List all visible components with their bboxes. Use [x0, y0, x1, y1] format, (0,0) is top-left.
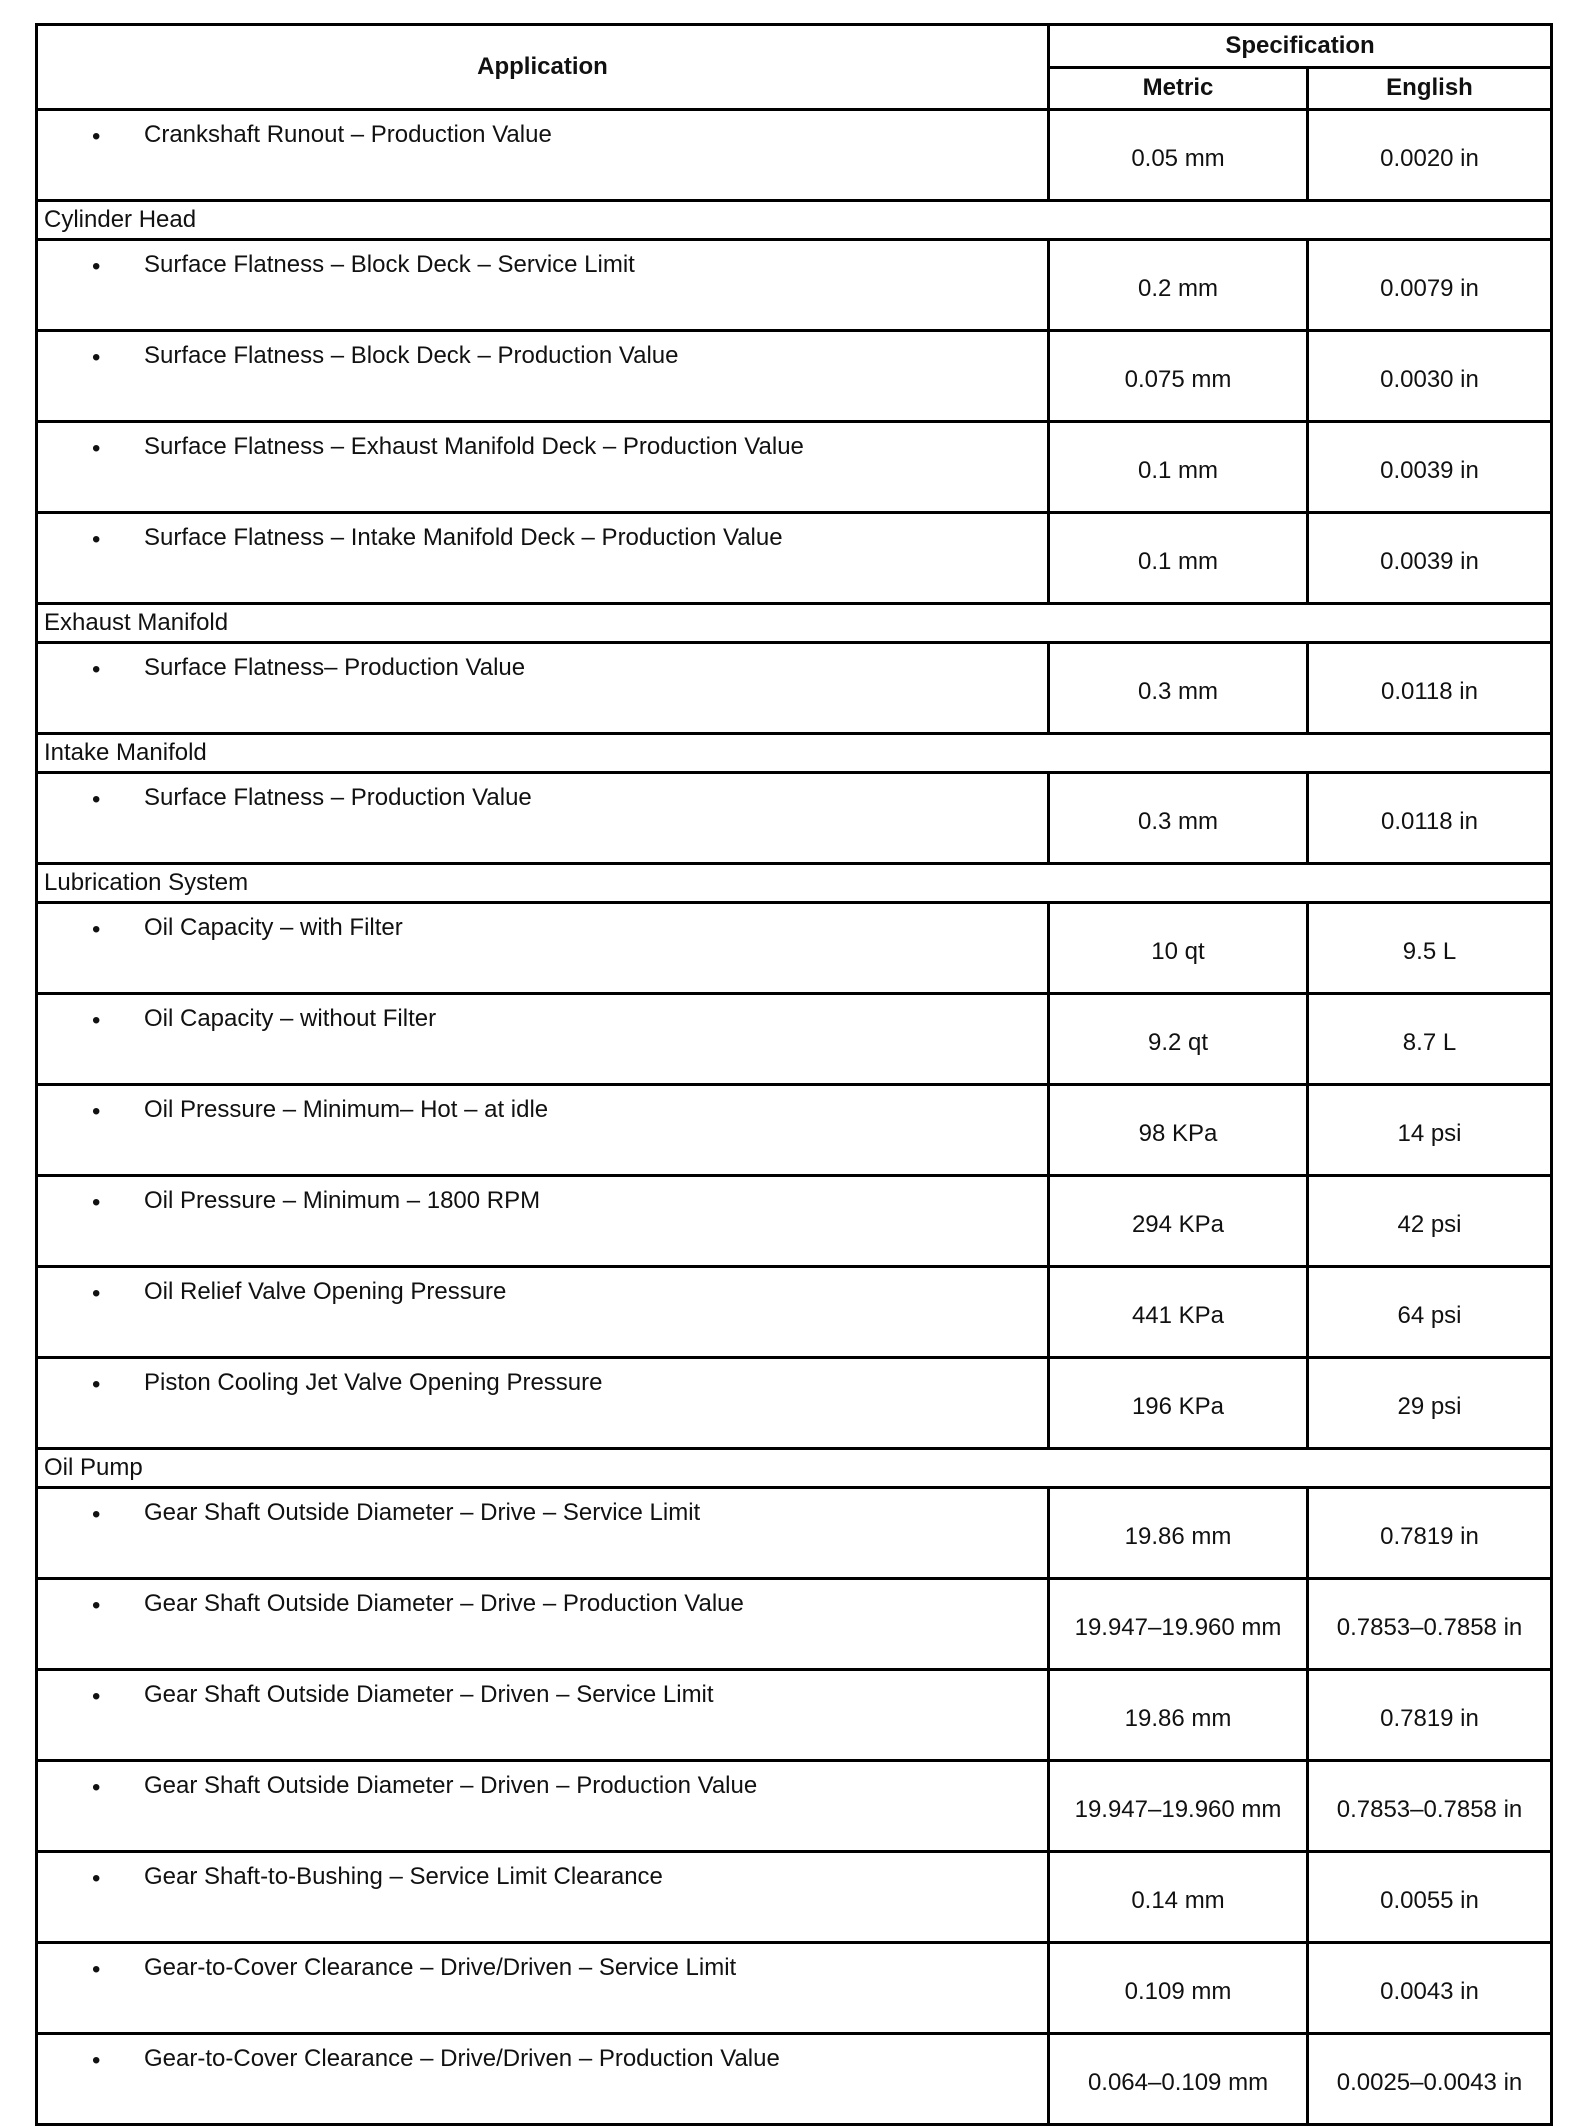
metric-value: 0.064–0.109 mm: [1049, 2034, 1308, 2125]
metric-value: 19.86 mm: [1049, 1488, 1308, 1579]
application-cell: [37, 773, 1049, 864]
application-text: Gear Shaft Outside Diameter – Drive – Production Value: [144, 1590, 744, 1617]
table-row: [37, 331, 1552, 422]
metric-value: 0.05 mm: [1049, 110, 1308, 201]
english-value: 0.0079 in: [1308, 240, 1552, 331]
metric-value: 0.3 mm: [1049, 643, 1308, 734]
application-text: Oil Capacity – with Filter: [144, 914, 403, 941]
section-row: [37, 201, 1552, 240]
english-value: 0.0055 in: [1308, 1852, 1552, 1943]
bullet-icon: •: [92, 253, 101, 280]
application-text: Gear Shaft Outside Diameter – Driven – Service Limit: [144, 1681, 714, 1708]
table-row: [37, 903, 1552, 994]
table-row: [37, 110, 1552, 201]
metric-value: 98 KPa: [1049, 1085, 1308, 1176]
english-value: 14 psi: [1308, 1085, 1552, 1176]
metric-value: 294 KPa: [1049, 1176, 1308, 1267]
bullet-icon: •: [92, 1098, 101, 1125]
section-row: [37, 1449, 1552, 1488]
metric-value: 441 KPa: [1049, 1267, 1308, 1358]
bullet-icon: •: [92, 656, 101, 683]
table-row: [37, 1670, 1552, 1761]
metric-value: 0.1 mm: [1049, 513, 1308, 604]
english-value: 0.0025–0.0043 in: [1308, 2034, 1552, 2125]
application-cell: [37, 1943, 1049, 2034]
bullet-icon: •: [92, 2047, 101, 2074]
bullet-icon: •: [92, 526, 101, 553]
english-value: 29 psi: [1308, 1358, 1552, 1449]
application-text: Crankshaft Runout – Production Value: [144, 121, 552, 148]
table-row: [37, 1358, 1552, 1449]
english-value: 0.0043 in: [1308, 1943, 1552, 2034]
bullet-icon: •: [92, 1280, 101, 1307]
table-row: [37, 1761, 1552, 1852]
english-value: 0.7819 in: [1308, 1488, 1552, 1579]
table-row: [37, 1267, 1552, 1358]
section-title: Cylinder Head: [37, 201, 1552, 240]
application-cell: [37, 1670, 1049, 1761]
application-text: Oil Capacity – without Filter: [144, 1005, 437, 1032]
english-value: 9.5 L: [1308, 903, 1552, 994]
bullet-icon: •: [92, 1683, 101, 1710]
section-title: Oil Pump: [37, 1449, 1552, 1488]
application-text: Oil Relief Valve Opening Pressure: [144, 1278, 507, 1305]
english-value: 0.0030 in: [1308, 331, 1552, 422]
metric-value: 19.947–19.960 mm: [1049, 1579, 1308, 1670]
table-row: [37, 240, 1552, 331]
specification-table: [35, 23, 1553, 2126]
metric-value: 9.2 qt: [1049, 994, 1308, 1085]
application-cell: [37, 643, 1049, 734]
metric-header: Metric: [1049, 67, 1308, 110]
bullet-icon: •: [92, 1189, 101, 1216]
english-value: 0.0039 in: [1308, 422, 1552, 513]
application-cell: [37, 240, 1049, 331]
application-cell: [37, 903, 1049, 994]
metric-value: 0.2 mm: [1049, 240, 1308, 331]
application-text: Surface Flatness– Production Value: [144, 654, 526, 681]
metric-value: 0.109 mm: [1049, 1943, 1308, 2034]
bullet-icon: •: [92, 916, 101, 943]
table-row: [37, 994, 1552, 1085]
application-text: Gear-to-Cover Clearance – Drive/Driven – Production Value: [144, 2045, 780, 2072]
metric-value: 19.86 mm: [1049, 1670, 1308, 1761]
application-text: Oil Pressure – Minimum– Hot – at idle: [144, 1096, 549, 1123]
metric-value: 19.947–19.960 mm: [1049, 1761, 1308, 1852]
application-cell: [37, 1852, 1049, 1943]
application-text: Gear Shaft-to-Bushing – Service Limit Clearance: [144, 1863, 663, 1890]
table-row: [37, 1579, 1552, 1670]
english-value: 42 psi: [1308, 1176, 1552, 1267]
english-value: 0.0039 in: [1308, 513, 1552, 604]
application-text: Gear-to-Cover Clearance – Drive/Driven – Service Limit: [144, 1954, 737, 1981]
table-row: [37, 513, 1552, 604]
application-cell: [37, 1267, 1049, 1358]
application-cell: [37, 1761, 1049, 1852]
application-cell: [37, 2034, 1049, 2125]
metric-value: 10 qt: [1049, 903, 1308, 994]
bullet-icon: •: [92, 1371, 101, 1398]
bullet-icon: •: [92, 1774, 101, 1801]
metric-value: 196 KPa: [1049, 1358, 1308, 1449]
section-title: Intake Manifold: [37, 734, 1552, 773]
section-title: Lubrication System: [37, 864, 1552, 903]
application-header: Application: [37, 25, 1049, 110]
bullet-icon: •: [92, 435, 101, 462]
table-row: [37, 2034, 1552, 2125]
application-cell: [37, 110, 1049, 201]
bullet-icon: •: [92, 123, 101, 150]
table-body: [37, 110, 1552, 2125]
bullet-icon: •: [92, 344, 101, 371]
bullet-icon: •: [92, 1956, 101, 1983]
table-row: [37, 422, 1552, 513]
application-cell: [37, 513, 1049, 604]
application-text: Surface Flatness – Intake Manifold Deck – Production Value: [144, 524, 783, 551]
english-value: 0.0118 in: [1308, 773, 1552, 864]
english-value: 0.7853–0.7858 in: [1308, 1761, 1552, 1852]
application-cell: [37, 1488, 1049, 1579]
application-text: Surface Flatness – Block Deck – Production Value: [144, 342, 679, 369]
application-cell: [37, 1176, 1049, 1267]
english-value: 64 psi: [1308, 1267, 1552, 1358]
bullet-icon: •: [92, 1865, 101, 1892]
section-title: Exhaust Manifold: [37, 604, 1552, 643]
english-value: 0.7853–0.7858 in: [1308, 1579, 1552, 1670]
table-row: [37, 643, 1552, 734]
table-row: [37, 773, 1552, 864]
table-row: [37, 1943, 1552, 2034]
metric-value: 0.3 mm: [1049, 773, 1308, 864]
application-cell: [37, 1579, 1049, 1670]
application-text: Gear Shaft Outside Diameter – Driven – Production Value: [144, 1772, 758, 1799]
bullet-icon: •: [92, 1501, 101, 1528]
application-cell: [37, 1085, 1049, 1176]
section-row: [37, 734, 1552, 773]
application-text: Surface Flatness – Production Value: [144, 784, 532, 811]
table-row: [37, 1488, 1552, 1579]
english-header: English: [1308, 67, 1552, 110]
table-row: [37, 1176, 1552, 1267]
bullet-icon: •: [92, 1592, 101, 1619]
application-cell: [37, 1358, 1049, 1449]
metric-value: 0.14 mm: [1049, 1852, 1308, 1943]
bullet-icon: •: [92, 786, 101, 813]
application-cell: [37, 422, 1049, 513]
application-cell: [37, 994, 1049, 1085]
application-text: Gear Shaft Outside Diameter – Drive – Service Limit: [144, 1499, 701, 1526]
metric-value: 0.1 mm: [1049, 422, 1308, 513]
english-value: 0.0118 in: [1308, 643, 1552, 734]
application-text: Oil Pressure – Minimum – 1800 RPM: [144, 1187, 541, 1214]
application-text: Surface Flatness – Block Deck – Service Limit: [144, 251, 635, 278]
section-row: [37, 864, 1552, 903]
table-header: [37, 25, 1552, 110]
specification-header: Specification: [1049, 25, 1552, 68]
table-row: [37, 1852, 1552, 1943]
english-value: 0.7819 in: [1308, 1670, 1552, 1761]
application-text: Piston Cooling Jet Valve Opening Pressure: [144, 1369, 603, 1396]
application-text: Surface Flatness – Exhaust Manifold Deck – Production Value: [144, 433, 804, 460]
english-value: 8.7 L: [1308, 994, 1552, 1085]
application-cell: [37, 331, 1049, 422]
table-row: [37, 1085, 1552, 1176]
english-value: 0.0020 in: [1308, 110, 1552, 201]
section-row: [37, 604, 1552, 643]
bullet-icon: •: [92, 1007, 101, 1034]
metric-value: 0.075 mm: [1049, 331, 1308, 422]
